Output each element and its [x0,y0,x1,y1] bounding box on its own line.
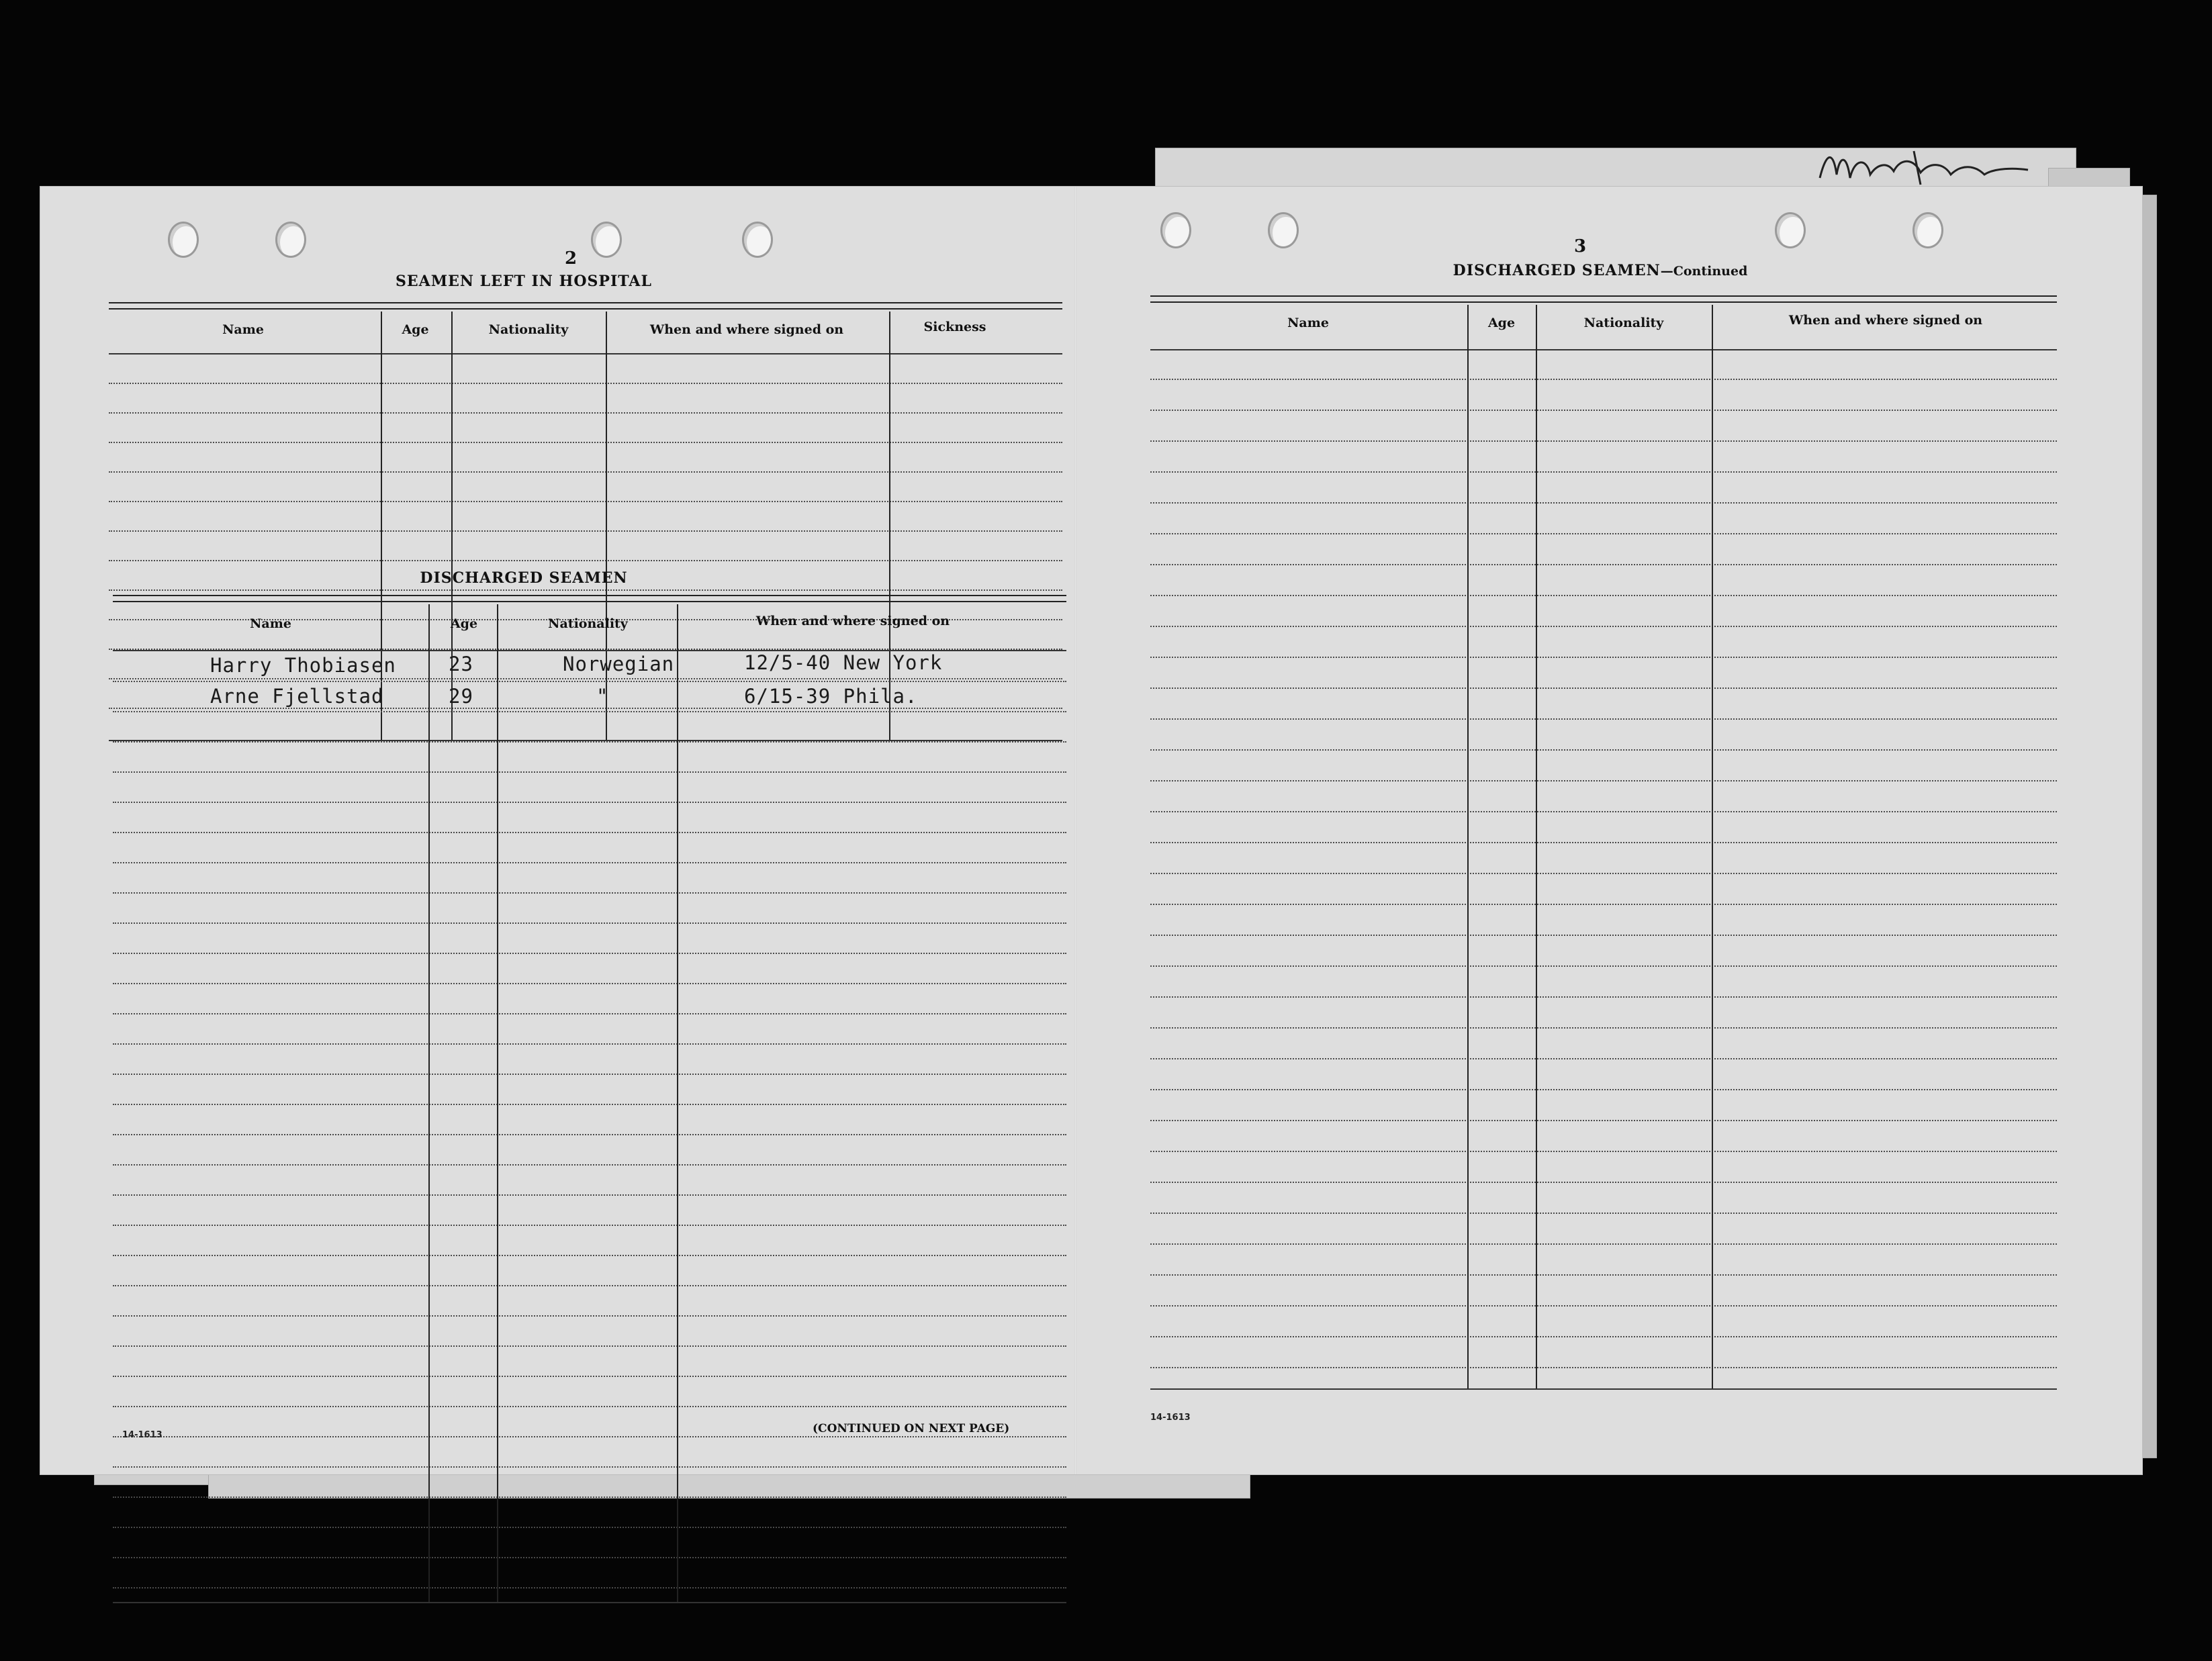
row-rule [109,412,1062,414]
row-rule [1150,842,2057,843]
row-rule [1150,718,2057,720]
row-rule [113,892,1066,894]
row-rule [113,1466,1066,1468]
col-header-sickness: Sickness [923,320,986,334]
punch-hole [1160,212,1191,248]
cell-nationality: Norwegian [563,653,675,675]
punch-hole [1913,212,1943,248]
discharged-continued-table [1150,295,2057,1450]
col-header-signed-on: When and where signed on [1788,313,1983,328]
row-rule [1150,657,2057,658]
column-rule [1467,305,1469,1388]
section-title-main: DISCHARGED SEAMEN [1453,262,1661,279]
row-rule [113,711,1066,712]
col-header-age: Age [1487,316,1516,330]
row-rule [1150,996,2057,998]
row-rule [113,1557,1066,1558]
row-rule [109,442,1062,443]
row-rule [109,560,1062,561]
cell-name: Arne Fjellstad [210,685,384,708]
header-rule [109,353,1062,354]
row-rule [113,1225,1066,1226]
column-rule [428,604,430,1602]
row-rule [113,1406,1066,1407]
row-rule [113,802,1066,803]
row-rule [1150,1213,2057,1214]
punch-hole [168,222,199,258]
row-rule [1150,965,2057,967]
section-title [1358,262,1842,279]
row-rule [1150,811,2057,812]
row-rule [109,530,1062,532]
row-rule [1150,595,2057,596]
continued-note: (CONTINUED ON NEXT PAGE) [813,1422,1010,1435]
row-rule [113,1587,1066,1588]
row-rule [109,383,1062,384]
row-rule [1150,471,2057,473]
header-rule [113,650,1066,651]
row-rule [113,771,1066,773]
row-rule [1150,749,2057,751]
row-rule [1150,1058,2057,1059]
row-rule [113,922,1066,924]
row-rule [113,862,1066,863]
table-top-rule [109,302,1062,310]
row-rule [1150,780,2057,781]
cell-name: Harry Thobiasen [210,654,396,677]
row-rule [113,832,1066,833]
row-rule [109,471,1062,473]
row-rule [1150,440,2057,442]
cell-age: 23 [449,653,473,675]
row-rule [109,589,1062,591]
row-rule [1150,1336,2057,1337]
document-spread [40,187,2142,1474]
form-number: 14-1613 [1150,1413,1191,1423]
page-number: 3 [1573,236,1587,256]
hospital-section-title: SEAMEN LEFT IN HOSPITAL [396,273,652,290]
row-rule [113,1074,1066,1075]
col-header-signed-on: When and where signed on [649,322,844,337]
row-rule [113,1043,1066,1045]
row-rule [1150,564,2057,565]
row-rule [1150,1089,2057,1090]
header-rule [1150,349,2057,350]
cell-signed-on: 6/15-39 Phila. [744,685,918,708]
row-rule [1150,410,2057,411]
col-header-name: Name [222,322,264,337]
row-rule [1150,904,2057,905]
col-header-name: Name [1287,316,1329,330]
punch-hole [591,222,622,258]
row-rule [113,1013,1066,1014]
punch-hole [742,222,773,258]
row-rule [1150,1367,2057,1368]
row-rule [113,741,1066,743]
row-rule [113,1345,1066,1347]
row-rule [1150,687,2057,689]
bottom-rule [113,1602,1066,1603]
row-rule [113,1285,1066,1286]
page-number: 2 [564,248,578,269]
col-header-age: Age [450,616,478,631]
row-rule [1150,1027,2057,1029]
row-rule [1150,1151,2057,1152]
right-page [1076,187,2142,1474]
row-rule [113,1315,1066,1317]
row-rule [1150,935,2057,936]
row-rule [113,1376,1066,1377]
row-rule [113,1497,1066,1498]
cell-signed-on: 12/5-40 New York [744,651,943,674]
punch-hole [1775,212,1806,248]
col-header-nationality: Nationality [548,616,628,631]
col-header-name: Name [250,616,291,631]
punch-hole [1268,212,1299,248]
row-rule [1150,502,2057,504]
form-number: 14-1613 [122,1430,163,1440]
cell-nationality: " [596,685,609,708]
column-rule [1536,305,1537,1388]
discharged-table [113,595,1066,1461]
row-rule [1150,1305,2057,1307]
bottom-rule [1150,1388,2057,1390]
col-header-signed-on: When and where signed on [755,614,950,628]
row-rule [113,1436,1066,1437]
row-rule [109,501,1062,502]
row-rule [1150,533,2057,534]
col-header-nationality: Nationality [1583,316,1664,330]
row-rule [113,1134,1066,1135]
row-rule [1150,1120,2057,1121]
row-rule [1150,1274,2057,1276]
row-rule [113,1255,1066,1256]
cell-age: 29 [449,685,473,708]
column-rule [1712,305,1713,1388]
left-page [40,187,1074,1474]
table-top-rule [1150,295,2057,303]
row-rule [113,1104,1066,1105]
row-rule [113,1164,1066,1166]
row-rule [1150,1243,2057,1245]
col-header-age: Age [402,322,429,337]
section-title-suffix: —Continued [1660,264,1748,279]
row-rule [113,983,1066,984]
row-rule [1150,1182,2057,1183]
column-rule [677,604,678,1602]
row-rule [113,1527,1066,1528]
column-rule [497,604,498,1602]
row-rule [113,953,1066,954]
row-rule [1150,873,2057,874]
row-rule [113,1194,1066,1196]
row-rule [1150,379,2057,380]
table-top-rule [113,595,1066,602]
discharged-section-title: DISCHARGED SEAMEN [420,569,628,587]
row-rule [113,681,1066,682]
punch-hole [275,222,306,258]
col-header-nationality: Nationality [488,322,569,337]
row-rule [1150,626,2057,627]
